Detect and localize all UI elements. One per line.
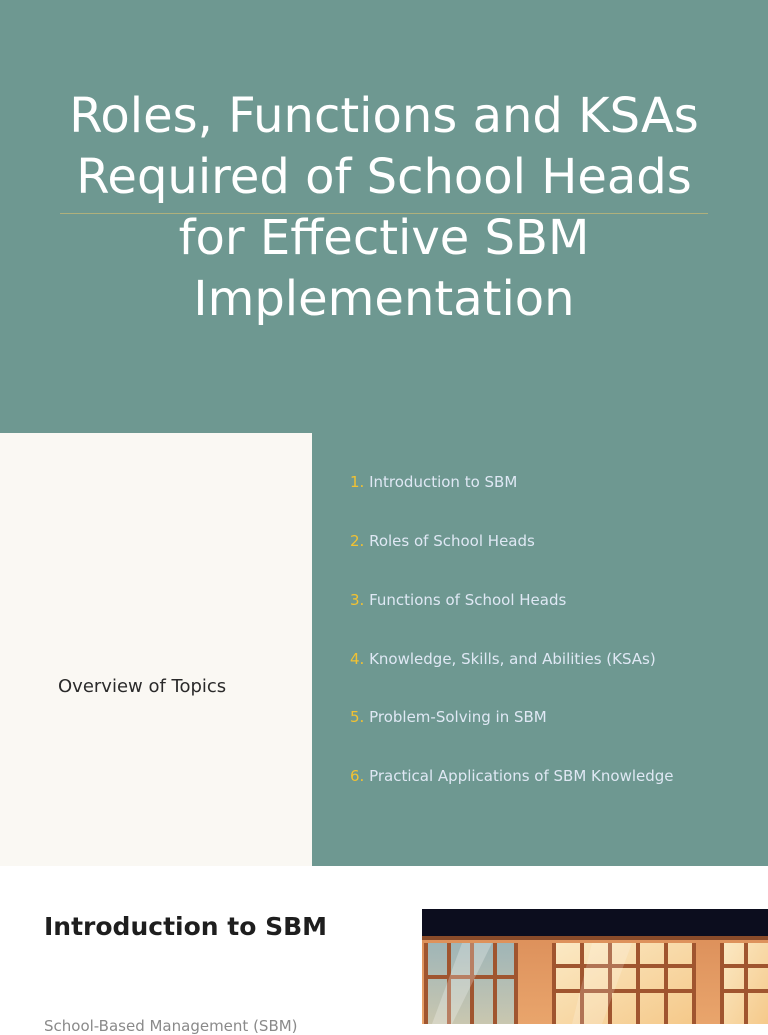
topic-number: 4. (350, 650, 365, 668)
topic-label: Practical Applications of SBM Knowledge (369, 767, 674, 785)
topic-label: Introduction to SBM (369, 473, 518, 491)
topic-number: 1. (350, 473, 365, 491)
topic-item (350, 708, 547, 726)
topic-label: Knowledge, Skills, and Abilities (KSAs) (369, 650, 656, 668)
intro-heading: Introduction to SBM (44, 912, 328, 941)
topic-number: 6. (350, 767, 365, 785)
topic-label: Functions of School Heads (369, 591, 567, 609)
overview-slide (0, 433, 768, 866)
topic-item (350, 473, 517, 491)
topic-number: 2. (350, 532, 365, 550)
topic-number: 5. (350, 708, 365, 726)
overview-heading: Overview of Topics (58, 676, 227, 697)
intro-body-text: School-Based Management (SBM) (44, 1017, 298, 1035)
classroom-illustration (422, 909, 768, 1024)
topic-label: Roles of School Heads (369, 532, 535, 550)
classroom-window-image (422, 909, 768, 1024)
topic-item (350, 767, 674, 785)
topic-item (350, 591, 566, 609)
overview-left-panel (0, 433, 312, 866)
topic-item (350, 532, 535, 550)
title-slide (0, 0, 768, 433)
intro-slide (0, 866, 768, 1035)
presentation-title: Roles, Functions and KSAs Required of School Heads for Effective SBM Implementation (69, 88, 699, 327)
topic-item (350, 650, 656, 668)
topic-list (312, 433, 768, 866)
topic-label: Problem-Solving in SBM (369, 708, 547, 726)
topic-number: 3. (350, 591, 365, 609)
